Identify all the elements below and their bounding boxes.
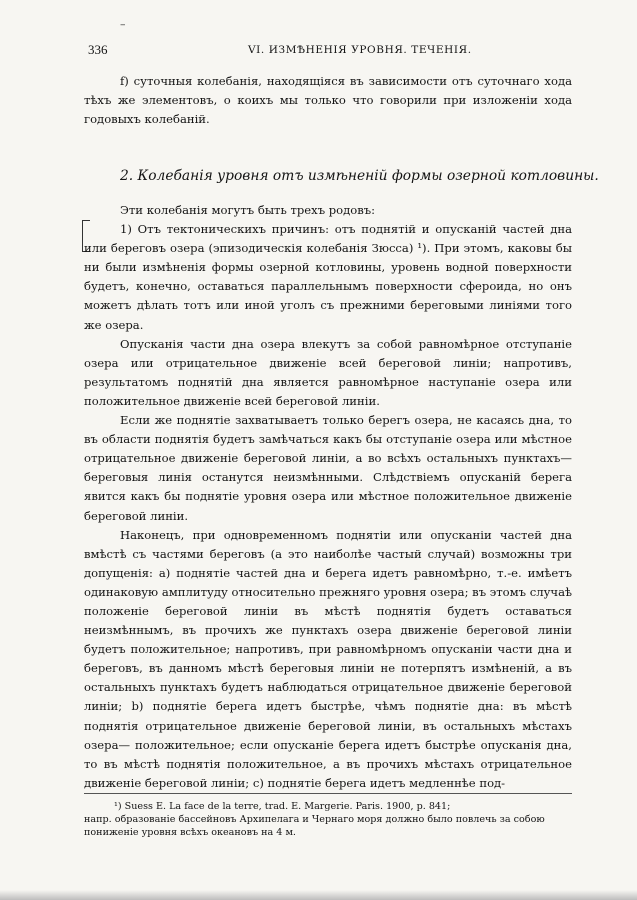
paragraph-3: Опусканія части дна озера влекутъ за собой равномѣрное отступаніе озера или отрицательное движеніе всей береговой линіи; напротивъ, результатомъ поднятій дна является равномѣрное наступаніе озера или положительное движеніе всей береговой линіи. bbox=[84, 336, 572, 408]
paragraph-1: Эти колебанія могутъ быть трехъ родовъ: bbox=[120, 203, 376, 217]
paragraph-4: Если же поднятіе захватываетъ только берегъ озера, не касаясь дна, то въ области поднятія будетъ замѣчаться какъ бы отступаніе озера или мѣстное отрицательное движеніе береговой линіи, а во всѣхъ остальныхъ пунктахъ—береговыя линія останутся неизмѣнными. Слѣдствіемъ опусканій берега явится какъ бы поднятіе уровня озера или мѣстное положительное движеніе береговой линіи. bbox=[84, 413, 572, 523]
page-header bbox=[88, 42, 572, 58]
page-bottom-shadow bbox=[0, 890, 637, 900]
intro-block bbox=[84, 72, 572, 129]
paragraph-5: Наконецъ, при одновременномъ поднятіи или опусканіи частей дна вмѣстѣ съ частями береговъ (а это наиболѣе частый случай) возможны три допущенія: a) поднятіе частей дна и берега идетъ равномѣрно, т.-е. имѣетъ одинаковую амплитуду относительно прежняго уровня озера; въ этомъ случаѣ положеніе береговой линіи въ мѣстѣ поднятія будетъ оставаться неизмѣннымъ, въ прочихъ же пунктахъ озера движеніе береговой линіи будетъ положительное; напротивъ, при равномѣрномъ опусканіи части дна и береговъ, въ данномъ мѣстѣ береговыя линіи не потерпятъ измѣненій, а въ остальныхъ пунктахъ будетъ наблюдаться отрицательное движеніе береговой линіи; b) поднятіе берега идетъ быстрѣе, чѣмъ поднятіе дна: въ мѣстѣ поднятія отрицательное движеніе береговой линіи, въ остальныхъ мѣстахъ озера— положительное; если опусканіе берега идетъ быстрѣе опусканія дна, то въ мѣстѣ поднятія положительное, а въ прочихъ мѣстахъ отрицательное движеніе береговой линіи; c) поднятіе берега идетъ медленнѣе под- bbox=[84, 527, 572, 790]
footnote-line-1: ¹) Suess E. La face de la terre, trad. E. Margerie. Paris. 1900, p. 841; bbox=[114, 801, 451, 812]
paragraph-2: 1) Отъ тектоническихъ причинъ: отъ поднятій и опусканій частей дна или береговъ озера (эпизодическія колебанія Зюсса) ¹). При этомъ, каковы бы ни были измѣненія формы озерной котловины, уровень водной поверхности будетъ, конечно, оставаться параллельнымъ поверхности сфероида, но онъ можетъ дѣлать тотъ или иной уголъ съ прежними береговыми линіями того же озера. bbox=[84, 222, 572, 332]
footnote-line-2: напр. образованіе бассейновъ Архипелага и Чернаго моря должно было повлечь за собою пониженіе уровня всѣхъ океановъ на 4 м. bbox=[84, 814, 545, 839]
body-text bbox=[84, 201, 572, 793]
margin-mark: – bbox=[120, 18, 126, 31]
page-number: 336 bbox=[88, 42, 108, 57]
intro-paragraph: f) суточныя колебанія, находящіяся въ зависимости отъ суточнаго хода тѣхъ же элементовъ, о коихъ мы только что говорили при изложеніи хода годовыхъ колебаній. bbox=[84, 74, 572, 127]
running-title: VI. ИЗМѢНЕНІЯ УРОВНЯ. ТЕЧЕНІЯ. bbox=[248, 44, 472, 56]
footnote bbox=[84, 800, 572, 840]
footnote-divider bbox=[84, 793, 572, 794]
section-heading: 2. Колебанія уровня отъ измѣненій формы озерной котловины. bbox=[120, 168, 599, 184]
